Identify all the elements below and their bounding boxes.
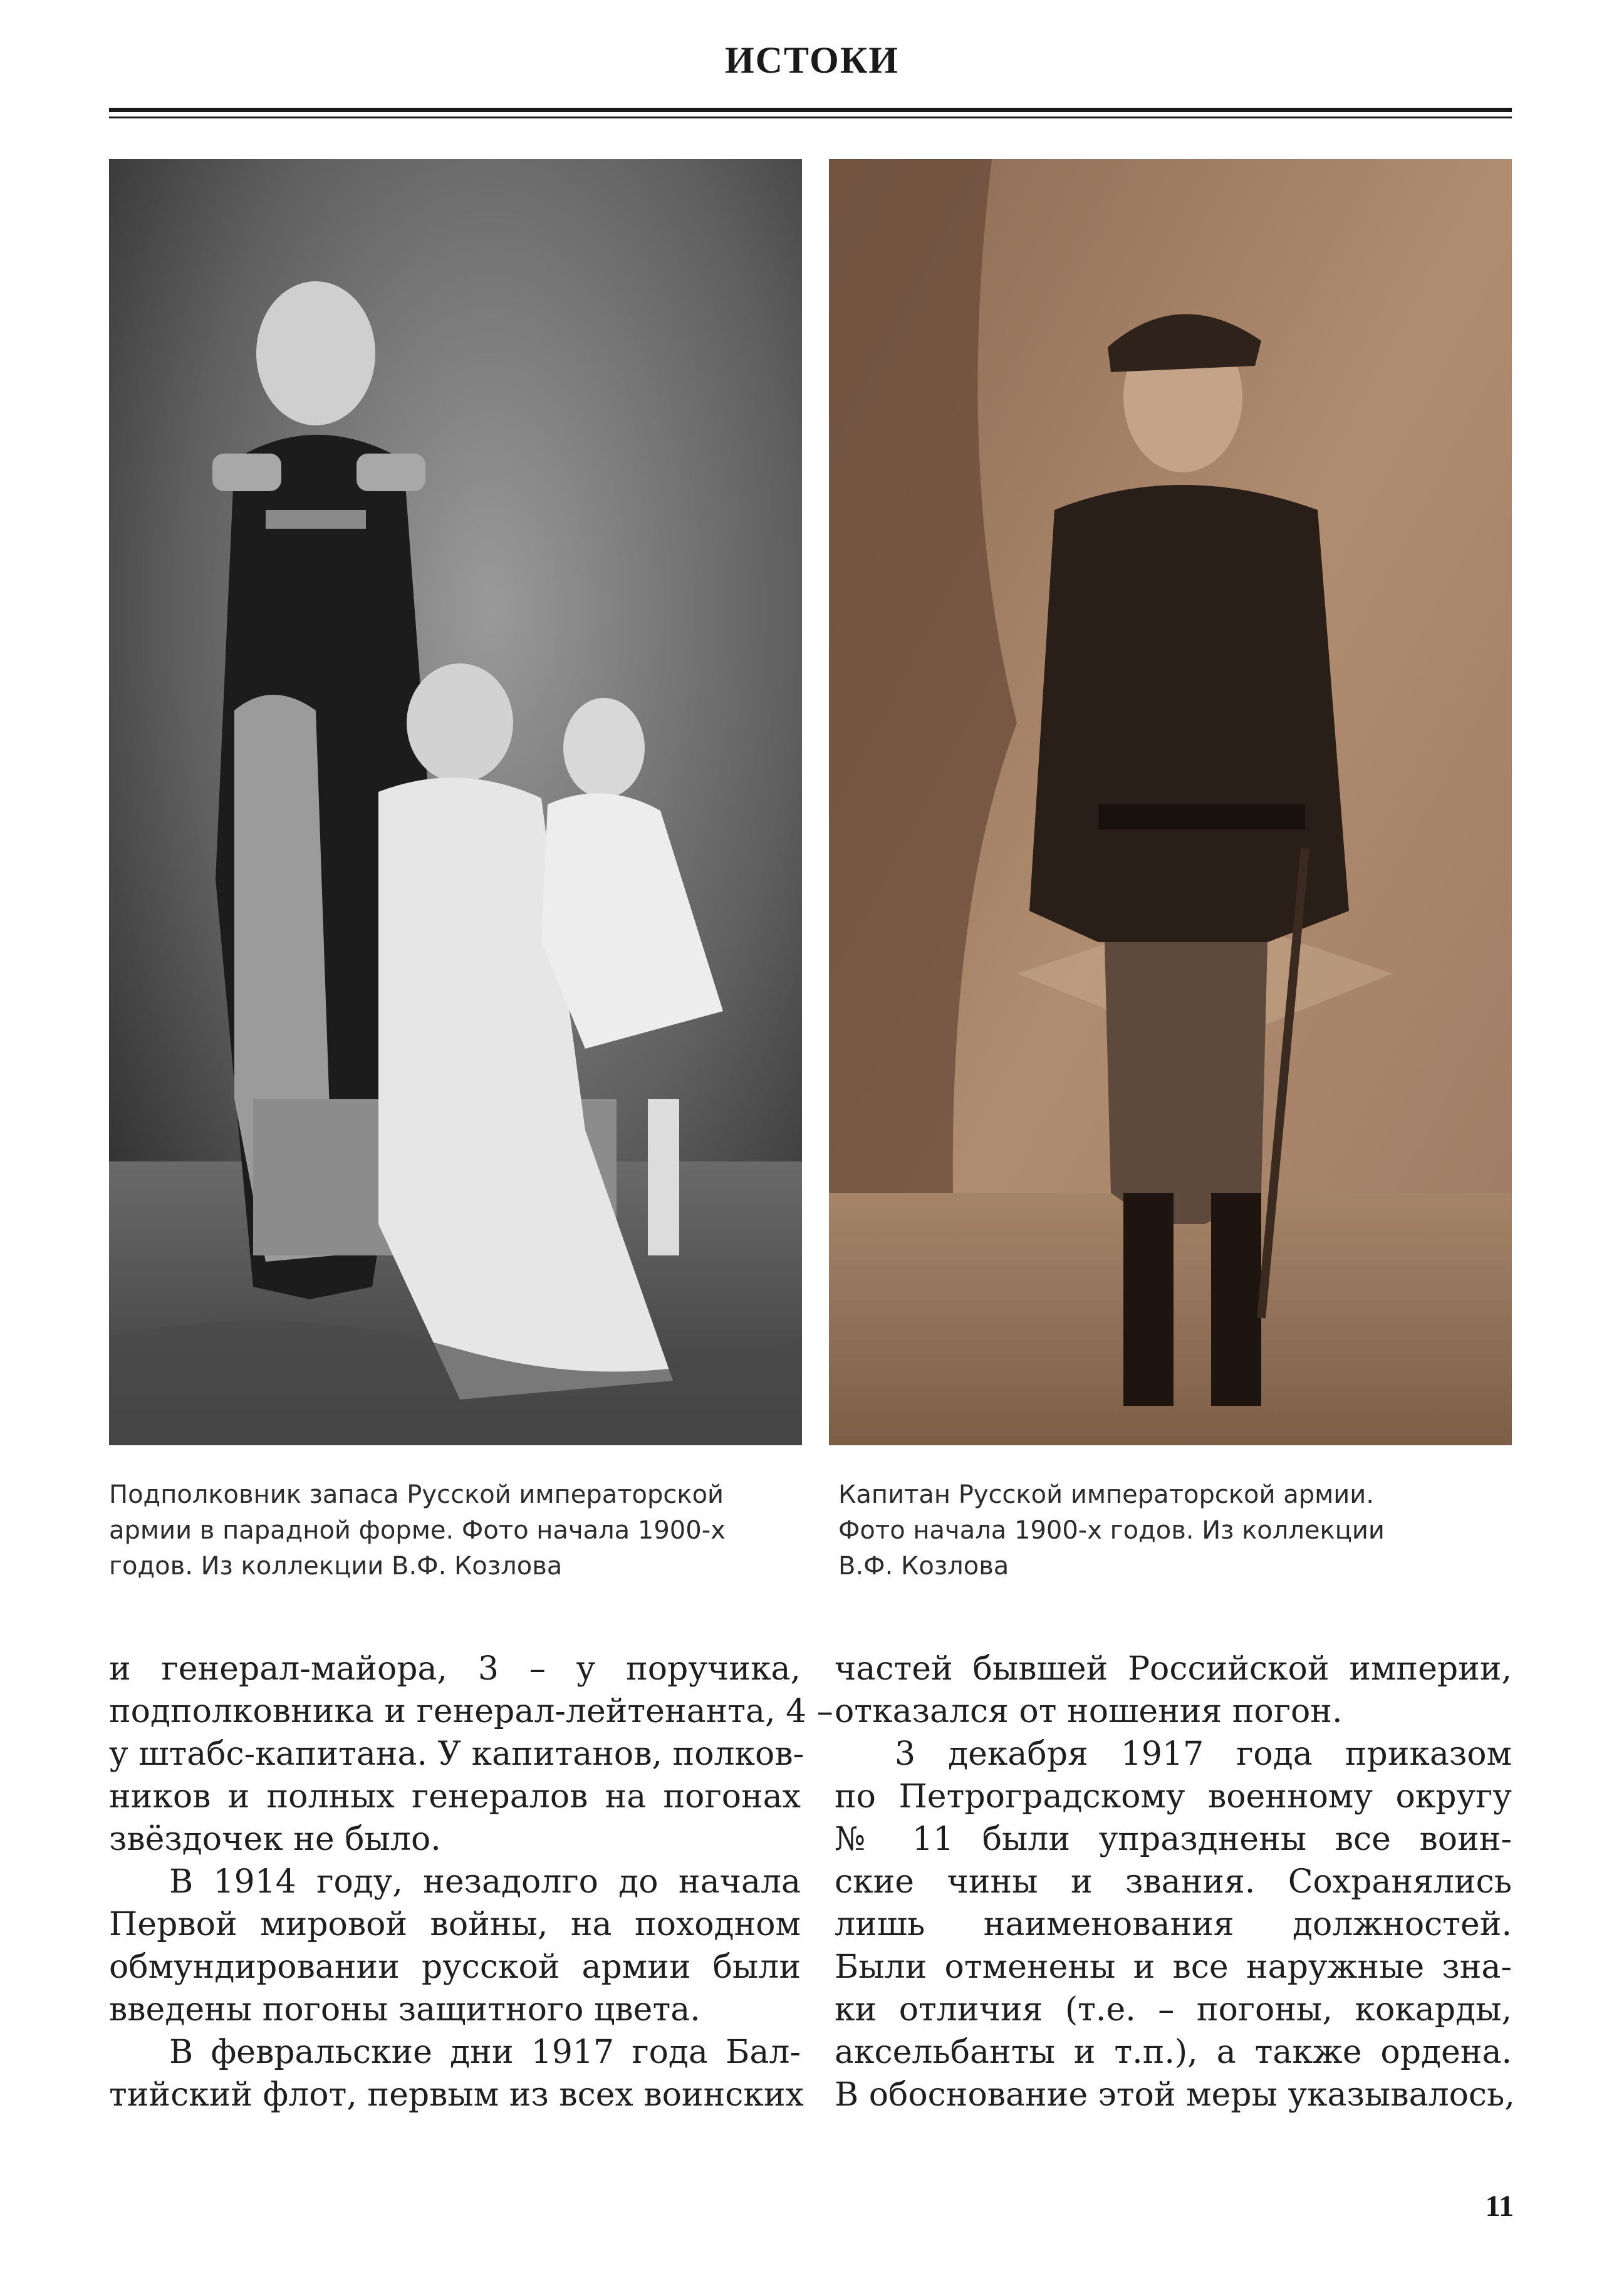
- text-line: ские чины и звания. Сохранялись: [835, 1863, 1512, 1901]
- caption-line: Фото начала 1900-х годов. Из коллекции: [838, 1516, 1385, 1545]
- text-line: обмундировании русской армии были: [109, 1948, 801, 1986]
- header-rule-thin: [109, 117, 1512, 118]
- text-line: частей бывшей Российской империи,: [835, 1650, 1512, 1688]
- caption-line: В.Ф. Козлова: [838, 1552, 1009, 1581]
- text-line: по Петроградскому военному округу: [835, 1778, 1512, 1816]
- text-line: Первой мировой войны, на походном: [109, 1906, 801, 1943]
- body-column-right: [835, 1648, 1515, 2116]
- photo-captain: [829, 159, 1512, 1445]
- text-line: № 11 были упразднены все воин-: [835, 1821, 1512, 1858]
- body-column-left: [109, 1648, 833, 2116]
- text-line: звёздочек не было.: [109, 1821, 441, 1858]
- text-line: В обоснование этой меры указывалось,: [835, 2076, 1515, 2114]
- text-line: тийский флот, первым из всех воинских: [109, 2076, 804, 2114]
- text-line: подполковника и генерал-лейтенанта, 4 –: [109, 1693, 833, 1730]
- text-line: Были отменены и все наружные зна-: [835, 1948, 1512, 1986]
- text-line: у штабс-капитана. У капитанов, полков-: [109, 1735, 804, 1773]
- caption-line: Подполковник запаса Русской императорской: [109, 1480, 724, 1509]
- text-line: и генерал-майора, 3 – у поручика,: [109, 1650, 801, 1688]
- photo-officer-family: [109, 159, 802, 1445]
- text-line: введены погоны защитного цвета.: [109, 1991, 700, 2028]
- text-line: лишь наименования должностей.: [835, 1906, 1512, 1943]
- caption-line: Капитан Русской императорской армии.: [838, 1480, 1374, 1509]
- page-number: 11: [1485, 2190, 1514, 2223]
- text-line: 3 декабря 1917 года приказом: [895, 1735, 1512, 1773]
- photo-caption-left: [109, 1477, 802, 1584]
- caption-line: армии в парадной форме. Фото начала 1900-х: [109, 1516, 726, 1545]
- text-line: В февральские дни 1917 года Бал-: [169, 2034, 801, 2071]
- text-line: В 1914 году, незадолго до начала: [169, 1863, 801, 1901]
- text-line: отказался от ношения погон.: [835, 1693, 1343, 1730]
- text-line: аксельбанты и т.п.), а также ордена.: [835, 2034, 1512, 2071]
- text-line: ки отличия (т.е. – погоны, кокарды,: [835, 1991, 1512, 2028]
- text-line: ников и полных генералов на погонах: [109, 1778, 801, 1816]
- caption-line: годов. Из коллекции В.Ф. Козлова: [109, 1552, 563, 1581]
- photo-caption-right: [838, 1477, 1512, 1584]
- header-rule-thick: [109, 108, 1512, 112]
- section-title: ИСТОКИ: [724, 39, 900, 81]
